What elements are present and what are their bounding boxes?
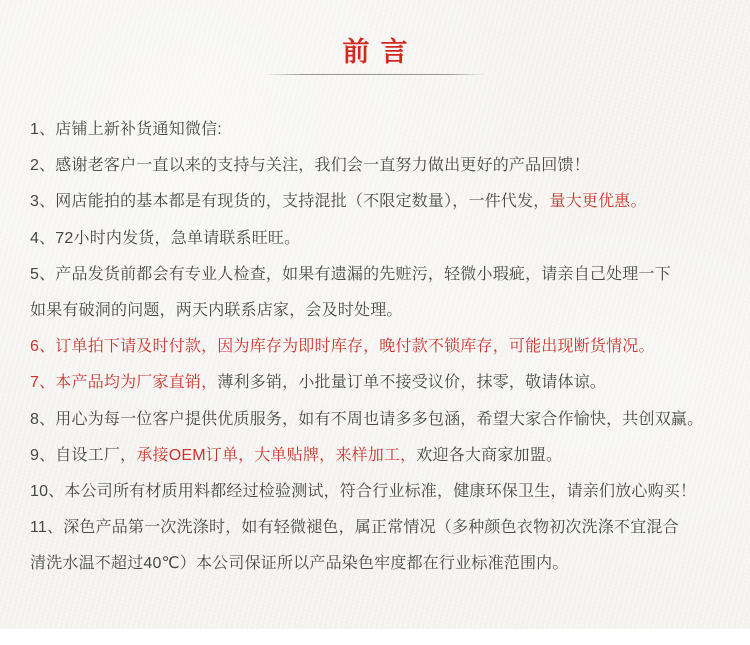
page-title: 前言 [342, 37, 419, 67]
list-item-5-continued [30, 293, 738, 329]
list-item-11-continued [30, 546, 738, 582]
list-item-10 [30, 474, 738, 510]
notice-text-highlight: 6、订单拍下请及时付款，因为库存为即时库存，晚付款不锁库存，可能出现断货情况。 [30, 338, 655, 356]
notice-text: 10、本公司所有材质用料都经过检验测试，符合行业标准，健康环保卫生，请亲们放心购买！ [30, 482, 697, 500]
list-item-9 [30, 438, 738, 474]
notice-text: 清洗水温不超过40℃）本公司保证所以产品染色牢度都在行业标准范围内。 [30, 555, 569, 573]
notice-list [30, 112, 738, 582]
notice-text-highlight: 承接OEM订单，大单贴牌，来样加工， [136, 446, 417, 464]
list-item-7 [30, 365, 738, 401]
notice-text: 5、产品发货前都会有专业人检查，如果有遗漏的先赃污，轻微小瑕疵，请亲自己处理一下 [30, 265, 671, 283]
list-item-1 [30, 112, 738, 148]
notice-text: 如果有破洞的问题，两天内联系店家，会及时处理。 [30, 301, 403, 319]
notice-text-highlight: 7、本产品均为厂家直销， [30, 374, 218, 392]
list-item-8 [30, 402, 738, 438]
notice-text: 2、感谢老客户一直以来的支持与关注，我们会一直努力做出更好的产品回馈！ [30, 157, 590, 175]
notice-text: 4、72小时内发货，急单请联系旺旺。 [30, 229, 301, 247]
title-divider [264, 74, 486, 75]
notice-text: 8、用心为每一位客户提供优质服务，如有不周也请多多包涵，希望大家合作愉快，共创双赢。 [30, 410, 704, 428]
list-item-6 [30, 329, 738, 365]
notice-text: 9、自设工厂， [30, 446, 137, 464]
notice-text: 欢迎各大商家加盟。 [416, 446, 563, 464]
page-header [0, 0, 750, 75]
list-item-5 [30, 257, 738, 293]
notice-text: 11、深色产品第一次洗涤时，如有轻微褪色，属正常情况（多种颜色衣物初次洗涤不宜混合 [30, 519, 679, 537]
list-item-11 [30, 510, 738, 546]
notice-text: 薄利多销，小批量订单不接受议价，抹零，敬请体谅。 [217, 374, 607, 392]
notice-text: 1、店铺上新补货通知微信: [30, 121, 222, 138]
list-item-4 [30, 221, 738, 257]
list-item-2 [30, 148, 738, 184]
notice-text: 3、网店能拍的基本都是有现货的，支持混批（不限定数量），一件代发， [30, 193, 550, 211]
bottom-white-strip [0, 629, 750, 645]
notice-text-highlight: 量大更优惠。 [549, 193, 647, 211]
list-item-3 [30, 184, 738, 220]
